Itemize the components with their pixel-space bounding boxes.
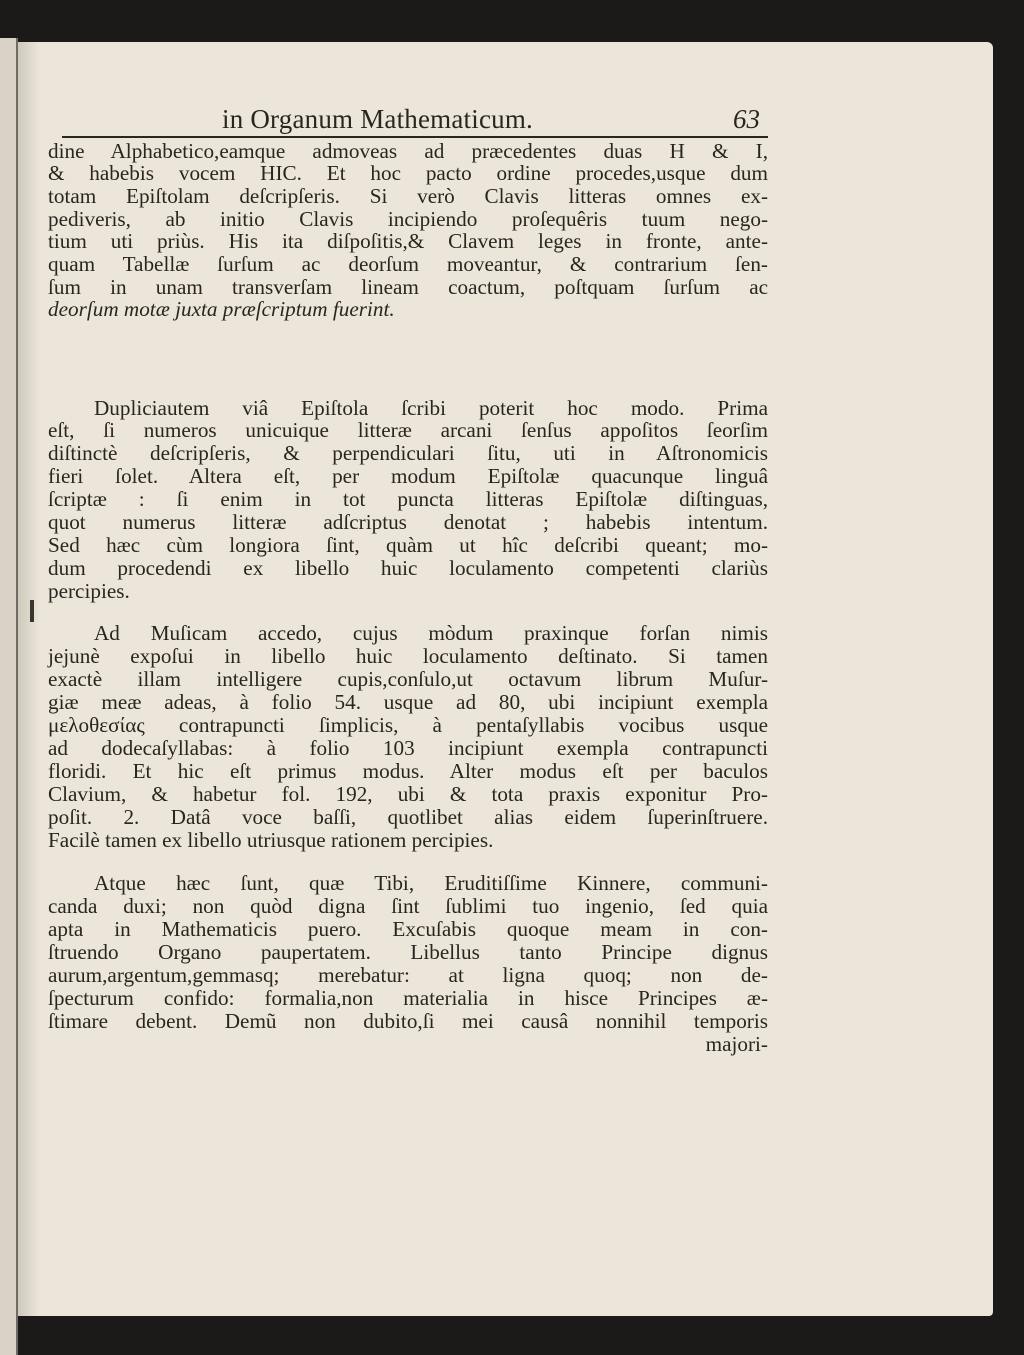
- text-line: μελοθεσίας contrapuncti ſimplicis, à pentaſyllabis vocibus usque: [48, 713, 768, 737]
- catchword: majori-: [705, 1032, 768, 1056]
- text-line: percipies.: [48, 579, 130, 603]
- text-line: fieri ſolet. Altera eſt, per modum Epiſtolæ quacunque linguâ: [48, 464, 768, 488]
- text-line: dine Alphabetico,eamque admoveas ad præcedentes duas H & I,: [48, 139, 768, 163]
- text-line: ſtimare debent. Demũ non dubito,ſi mei causâ nonnihil temporis: [48, 1009, 768, 1033]
- text-line: Dupliciautem viâ Epiſtola ſcribi poterit hoc modo. Prima: [94, 396, 768, 420]
- facing-page-edge: [0, 38, 18, 1355]
- text-line: floridi. Et hic eſt primus modus. Alter modus eſt per baculos: [48, 759, 768, 783]
- text-line: diſtinctè deſcripſeris, & perpendiculari ſitu, uti in Aſtronomicis: [48, 441, 768, 465]
- text-line: Ad Muſicam accedo, cujus mòdum praxinque forſan nimis: [94, 621, 768, 645]
- text-line: ſpecturum confido: formalia,non materialia in hisce Principes æ-: [48, 986, 768, 1010]
- text-line: totam Epiſtolam deſcripſeris. Si verò Clavis litteras omnes ex-: [48, 184, 768, 208]
- running-head: in Organum Mathematicum.: [222, 104, 533, 134]
- text-line: ſum in unam transverſam lineam coactum, poſtquam ſurſum ac: [48, 275, 768, 299]
- text-line: deorſum motæ juxta præſcriptum fuerint.: [48, 297, 395, 321]
- text-line: Facilè tamen ex libello utriusque rationem percipies.: [48, 828, 494, 852]
- text-line: giæ meæ adeas, à folio 54. usque ad 80, ubi incipiunt exempla: [48, 690, 768, 714]
- text-line: & habebis vocem HIC. Et hoc pacto ordine procedes,usque dum: [48, 161, 768, 185]
- text-line: poſit. 2. Datâ voce baſſi, quotlibet alias eidem ſuperinſtruere.: [48, 805, 768, 829]
- text-line: jejunè expoſui in libello huic loculamento deſtinato. Si tamen: [48, 644, 768, 668]
- text-line: dum procedendi ex libello huic loculamento competenti clariùs: [48, 556, 768, 580]
- text-line: aurum,argentum,gemmasq; merebatur: at ligna quoq; non de-: [48, 963, 768, 987]
- page-number: 63: [733, 104, 760, 134]
- bleed-mark: [30, 600, 34, 622]
- page-gutter: [18, 42, 40, 1316]
- text-line: tium uti priùs. His ita diſpoſitis,& Clavem leges in fronte, ante-: [48, 229, 768, 253]
- text-line: quam Tabellæ ſurſum ac deorſum moveantur, & contrarium ſen-: [48, 252, 768, 276]
- text-line: ſcriptæ : ſi enim in tot puncta litteras Epiſtolæ diſtinguas,: [48, 487, 768, 511]
- text-line: ad dodecaſyllabas: à folio 103 incipiunt exempla contrapuncti: [48, 736, 768, 760]
- header-rule: [62, 136, 768, 138]
- text-line: canda duxi; non quòd digna ſint ſublimi tuo ingenio, ſed quia: [48, 894, 768, 918]
- text-line: ſtruendo Organo paupertatem. Libellus tanto Principe dignus: [48, 940, 768, 964]
- text-line: apta in Mathematicis puero. Excuſabis quoque meam in con-: [48, 917, 768, 941]
- text-line: eſt, ſi numeros unicuique litteræ arcani ſenſus appoſitos ſeorſim: [48, 418, 768, 442]
- text-line: exactè illam intelligere cupis,conſulo,ut octavum librum Muſur-: [48, 667, 768, 691]
- text-line: quot numerus litteræ adſcriptus denotat ; habebis intentum.: [48, 510, 768, 534]
- text-line: Clavium, & habetur fol. 192, ubi & tota praxis exponitur Pro-: [48, 782, 768, 806]
- text-line: Atque hæc ſunt, quæ Tibi, Eruditiſſime Kinnere, communi-: [94, 871, 768, 895]
- text-line: pediveris, ab initio Clavis incipiendo proſequêris tuum nego-: [48, 207, 768, 231]
- text-line: Sed hæc cùm longiora ſint, quàm ut hîc deſcribi queant; mo-: [48, 533, 768, 557]
